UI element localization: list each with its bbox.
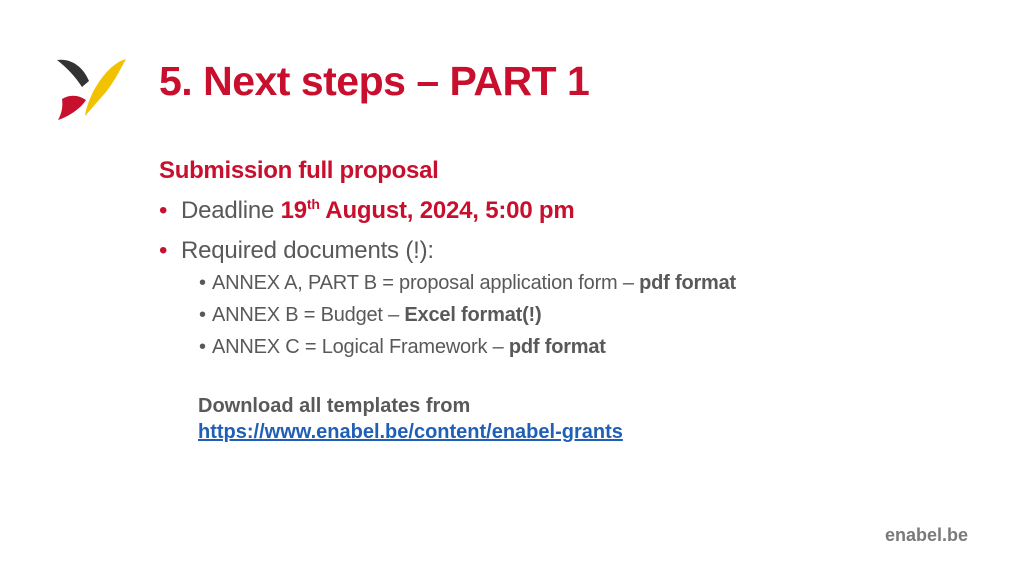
download-section (198, 393, 979, 445)
required-documents-bullet (159, 237, 979, 265)
section-subheading: Submission full proposal (159, 157, 439, 184)
logo-yellow-wing (85, 59, 126, 116)
document-item-annex-b (199, 304, 979, 327)
document-item-annex-c (199, 336, 979, 359)
footer-brand: enabel.be (884, 525, 968, 545)
download-label: Download all templates from (198, 395, 471, 417)
enabel-logo-icon (56, 54, 128, 122)
document-format: Excel format(!) (404, 304, 542, 326)
deadline-date (281, 197, 575, 224)
bullet-dot-icon: • (199, 272, 206, 294)
logo-red-tail (58, 96, 86, 120)
bullet-dot-icon: • (159, 197, 168, 224)
document-item-annex-a (199, 272, 979, 295)
required-documents-label: Required documents (!): (181, 237, 434, 264)
deadline-day: 19 (280, 197, 307, 224)
slide-content (159, 157, 979, 445)
logo-dark-wing (57, 60, 89, 87)
download-link[interactable]: https://www.enabel.be/content/enabel-grants (198, 421, 623, 443)
deadline-label: Deadline (181, 197, 281, 224)
deadline-date-rest: August, 2024, 5:00 pm (319, 197, 575, 224)
slide-title: 5. Next steps – PART 1 (159, 58, 590, 104)
bullet-dot-icon: • (199, 336, 206, 358)
documents-list (199, 272, 979, 359)
document-text: ANNEX C = Logical Framework – (212, 336, 509, 358)
bullet-dot-icon: • (199, 304, 206, 326)
bullet-dot-icon: • (159, 237, 168, 264)
document-text: ANNEX B = Budget – (212, 304, 405, 326)
deadline-ordinal: th (306, 196, 320, 212)
document-text: ANNEX A, PART B = proposal application form – (212, 272, 640, 294)
document-format: pdf format (639, 272, 737, 294)
deadline-bullet (159, 197, 979, 225)
document-format: pdf format (508, 336, 606, 358)
